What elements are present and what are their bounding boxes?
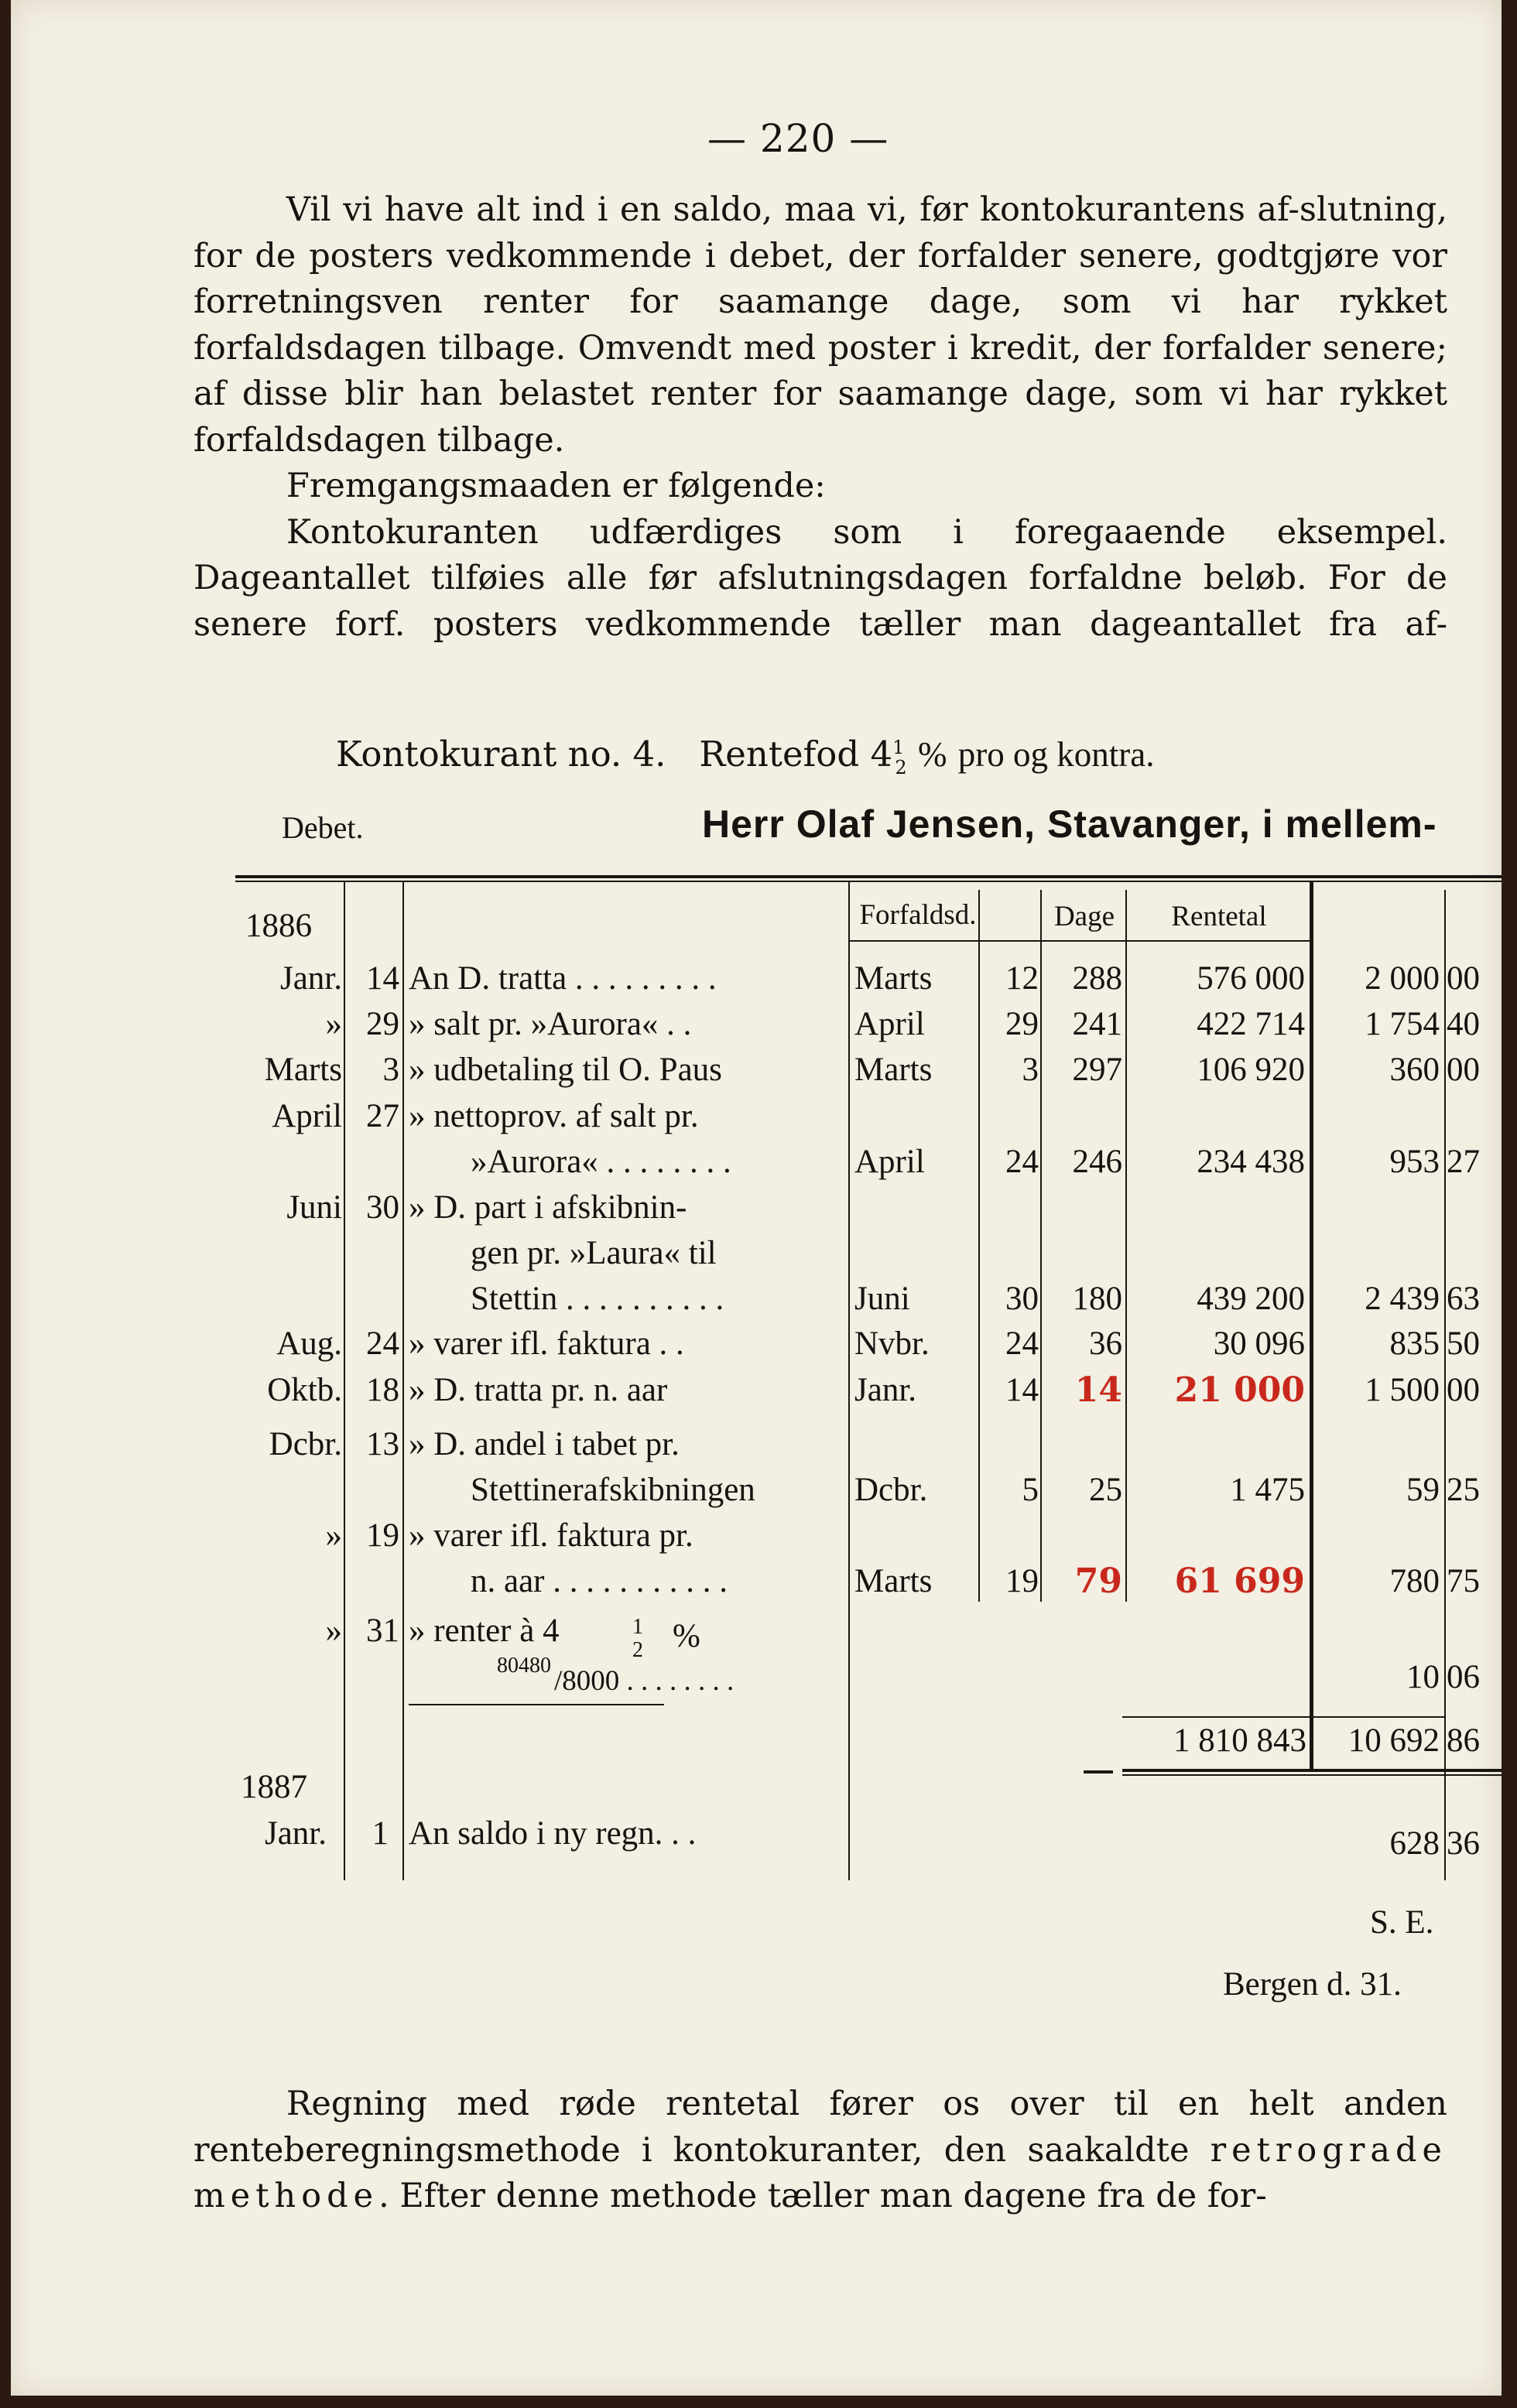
row-amount-kr: 59 [1406,1472,1440,1508]
row-rentetal: 61 699 [1174,1561,1305,1601]
account-title [336,734,1154,778]
sum-underline [1122,1769,1502,1772]
row-amount-ore: 63 [1447,1281,1480,1317]
account-number: Kontokurant no. 4. [336,734,666,775]
row-month: » [325,1613,342,1649]
row-day: 14 [366,960,399,997]
row-month: Aug. [276,1325,342,1362]
row-day: 19 [366,1517,399,1554]
row-amount-kr: 360 [1389,1052,1440,1088]
row-forfald-day: 12 [1005,960,1039,997]
saldo-text: An saldo i ny regn. . . [409,1815,697,1852]
row-dage: 297 [1072,1052,1122,1088]
row-text: gen pr. »Laura« til [471,1235,717,1271]
row-dage: 79 [1074,1561,1122,1601]
sum-ore: 86 [1447,1722,1480,1759]
intro-text [193,187,1447,648]
saldo-day: 1 [372,1815,389,1852]
row-forfald-day: 24 [1005,1144,1039,1180]
sum-overline [1122,1716,1444,1718]
row-text: »Aurora« . . . . . . . . [471,1144,731,1180]
row-text: » D. part i afskibnin- [409,1189,687,1226]
outro-paragraph [193,2081,1447,2220]
saldo-kr: 628 [1389,1825,1440,1862]
row-forfald-month: Marts [854,1563,933,1599]
row-text: » D. andel i tabet pr. [409,1426,680,1462]
book-page [11,0,1502,2396]
page-number: — 220 — [707,116,889,161]
place-date: Bergen d. 31. [1223,1966,1402,2003]
row-dage: 288 [1072,960,1122,997]
row-month: » [325,1006,342,1042]
row-forfald-month: Marts [854,960,933,997]
interest-frac-num: 1 [632,1615,643,1639]
row-rentetal: 439 200 [1197,1281,1305,1317]
row-month: Marts [264,1052,342,1088]
sum-underline-thin [1122,1774,1502,1776]
row-text: An D. tratta . . . . . . . . . [409,960,717,997]
interest-pct: % [673,1618,700,1654]
header-underline [848,940,1311,942]
row-forfald-month: Janr. [854,1372,917,1408]
saldo-month: Janr. [264,1815,327,1852]
row-text: » salt pr. »Aurora« . . [409,1006,692,1042]
row-forfald-month: April [854,1006,925,1042]
row-text: Stettin . . . . . . . . . . [471,1281,724,1317]
row-month: April [272,1098,342,1134]
outro-text [193,2081,1447,2220]
row-forfald-month: Dcbr. [854,1472,928,1508]
row-month: Dcbr. [269,1426,342,1462]
row-day: 31 [366,1613,399,1649]
row-rentetal: 576 000 [1197,960,1305,997]
outro-spaced-term: retrograde methode [193,2130,1447,2215]
rate-frac-num: 1 [892,737,905,758]
row-forfald-month: Nvbr. [854,1325,930,1362]
intro-paragraph-2: Fremgangsmaaden er følgende: [286,467,826,505]
col-rule-dage [1125,890,1127,1602]
row-forfald-day: 24 [1005,1325,1039,1362]
row-amount-kr: 780 [1389,1563,1440,1599]
row-text: » D. tratta pr. n. aar [409,1372,668,1408]
header-rentetal: Rentetal [1171,901,1267,932]
header-dage: Dage [1053,901,1115,932]
header-forfald: Forfaldsd. [859,899,977,931]
row-amount-ore: 40 [1447,1006,1480,1042]
row-amount-kr: 1 500 [1365,1372,1440,1408]
col-rule-day [402,882,404,1880]
col-rule-fmonth [978,890,980,1602]
interest-basis-sup: 80480 [497,1654,551,1678]
row-forfald-day: 5 [1022,1472,1039,1508]
row-day: 13 [366,1426,399,1462]
row-forfald-day: 29 [1005,1006,1039,1042]
row-month: Janr. [279,960,342,997]
row-amount-kr: 2 000 [1365,960,1440,997]
col-rule-text [848,882,850,1880]
row-day: 3 [382,1052,399,1088]
row-dage: 241 [1072,1006,1122,1042]
row-amount-ore: 50 [1447,1325,1480,1362]
row-forfald-day: 14 [1005,1372,1039,1408]
sum-underline-short [1084,1770,1113,1774]
row-rentetal: 1 475 [1230,1472,1305,1508]
row-amount-kr: 835 [1389,1325,1440,1362]
rate-frac-den: 2 [895,757,907,778]
year-1886: 1886 [245,908,312,944]
row-amount-ore: 00 [1447,1052,1480,1088]
row-day: 30 [366,1189,399,1226]
row-amount-ore: 25 [1447,1472,1480,1508]
percent-sign: % [917,735,947,774]
row-month: Juni [286,1189,342,1226]
row-amount-kr: 1 754 [1365,1006,1440,1042]
row-amount-kr: 10 [1406,1659,1440,1695]
row-amount-ore: 00 [1447,1372,1480,1408]
row-text: » varer ifl. faktura . . [409,1325,684,1362]
outro-before: Regning med røde rentetal fører os over til en helt anden renteberegningsmethode i kontokuranter, den saakaldte [193,2085,1447,2170]
row-amount-ore: 00 [1447,960,1480,997]
row-rentetal: 106 920 [1197,1052,1305,1088]
table-top-rule [235,875,1502,878]
row-text: Stettinerafskibningen [471,1472,755,1508]
row-text: » udbetaling til O. Paus [409,1052,722,1088]
row-forfald-day: 3 [1022,1052,1039,1088]
row-text: » varer ifl. faktura pr. [409,1517,693,1554]
row-dage: 14 [1074,1370,1122,1410]
interest-basis-sub: /8000 . . . . . . . . [554,1665,735,1697]
interest-rate: Rentefod 4 [699,734,893,775]
row-day: 18 [366,1372,399,1408]
row-forfald-month: Juni [854,1281,910,1317]
outro-after: . Efter denne methode tæller man dagene fra de for- [378,2177,1267,2215]
row-forfald-day: 30 [1005,1281,1039,1317]
row-day: 29 [366,1006,399,1042]
row-amount-kr: 2 439 [1365,1281,1440,1317]
row-day: 27 [366,1098,399,1134]
row-dage: 36 [1089,1325,1122,1362]
intro-paragraph-1: Vil vi have alt ind i en saldo, maa vi, før kontokurantens af-slutning, for de posters vedkommende i debet, der forfalder senere, godtgjøre vor forretningsven renter for saamange dage, som vi har rykket forfaldsdagen tilbage. Omvendt med poster i kredit, der forfalder senere; af disse blir han belastet renter for saamange dage, som vi har rykket forfaldsdagen tilbage. [193,190,1447,460]
row-text: » nettoprov. af salt pr. [409,1098,699,1134]
col-rule-kr [1444,890,1446,1880]
row-text: » renter à 4 [409,1613,560,1649]
row-forfald-month: April [854,1144,925,1180]
row-amount-kr: 953 [1389,1144,1440,1180]
row-forfald-day: 19 [1005,1563,1039,1599]
account-holder-heading: Herr Olaf Jensen, Stavanger, i mellem- [702,802,1437,846]
row-amount-ore: 06 [1447,1659,1480,1695]
row-rentetal: 422 714 [1197,1006,1305,1042]
row-rentetal: 30 096 [1213,1325,1305,1362]
row-text: n. aar . . . . . . . . . . . [471,1563,728,1599]
row-dage: 25 [1089,1472,1122,1508]
row-dage: 246 [1072,1144,1122,1180]
sum-rentetal: 1 810 843 [1173,1722,1306,1759]
pro-og-kontra: pro og kontra. [957,735,1155,774]
col-rule-rentetal [1310,882,1313,1772]
interest-frac-den: 2 [632,1638,643,1662]
row-rentetal: 234 438 [1197,1144,1305,1180]
row-forfald-month: Marts [854,1052,933,1088]
row-rentetal: 21 000 [1174,1370,1305,1410]
year-1887: 1887 [241,1769,307,1805]
row-amount-ore: 27 [1447,1144,1480,1180]
intro-paragraph-3: Kontokuranten udfærdiges som i foregaaende eksempel. Dageantallet tilføies alle før afslutningsdagen forfaldne beløb. For de senere forf. posters vedkommende tæller man dageantallet fra af- [193,512,1447,644]
row-dage: 180 [1072,1281,1122,1317]
saldo-ore: 36 [1447,1825,1480,1862]
row-month: Oktb. [267,1372,342,1408]
debet-label: Debet. [282,810,364,845]
col-rule-fday [1040,890,1042,1602]
sum-kr: 10 692 [1347,1722,1440,1759]
row-amount-ore: 75 [1447,1563,1480,1599]
row-day: 24 [366,1325,399,1362]
signature-initials: S. E. [1370,1904,1434,1941]
interest-underline [409,1704,664,1705]
row-month: » [325,1517,342,1554]
